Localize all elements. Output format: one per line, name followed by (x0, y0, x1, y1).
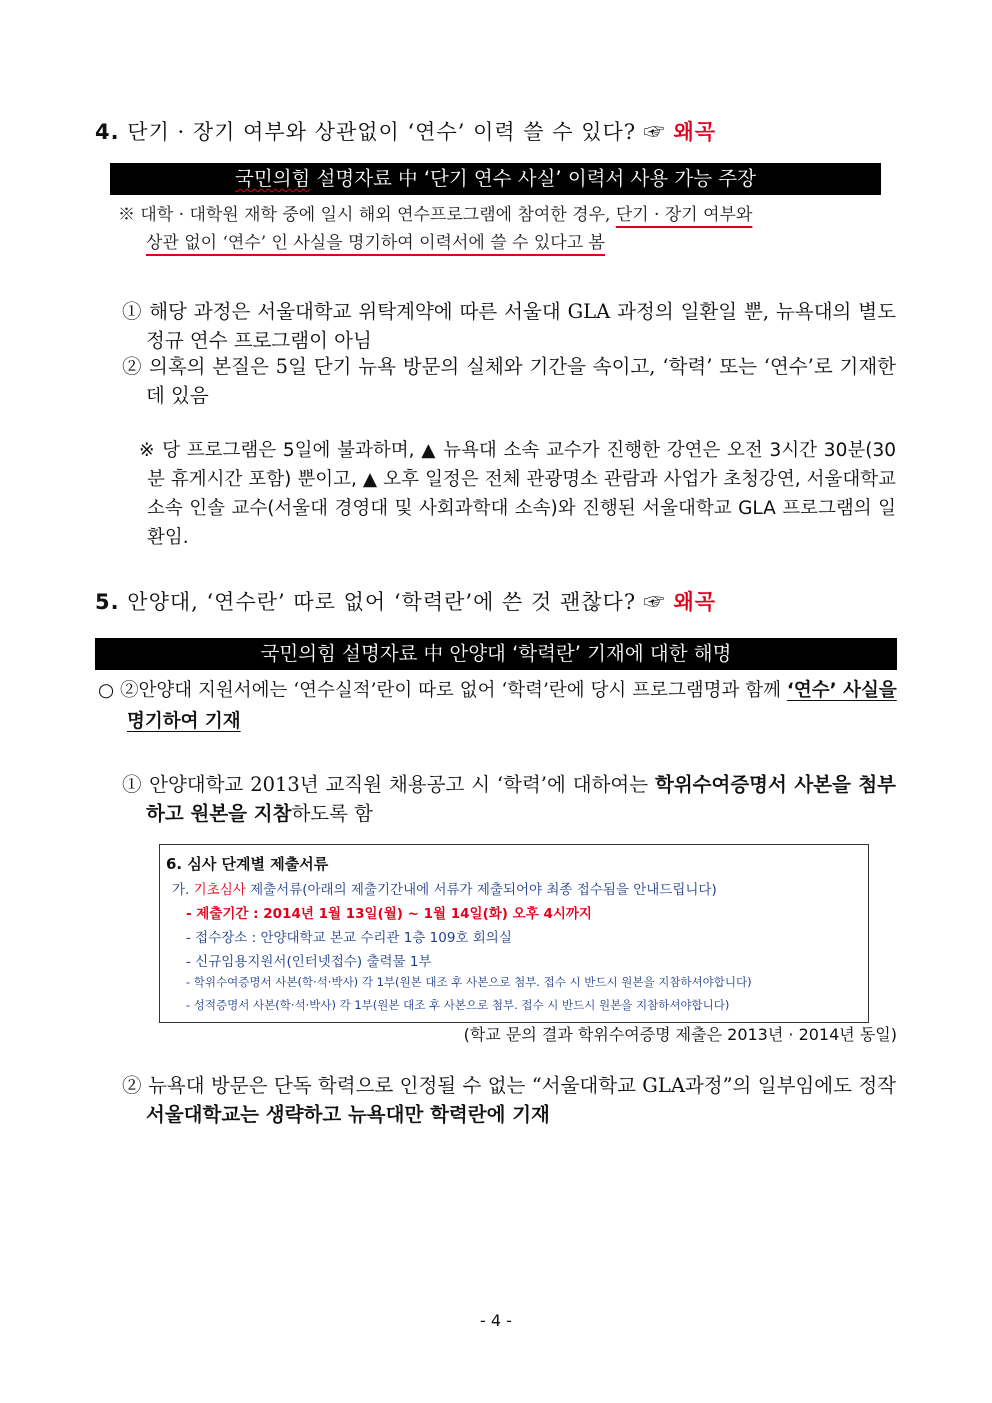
rebuttal-item-2 (122, 352, 896, 410)
item-5-1-text-c: 하도록 함 (291, 802, 373, 825)
notice-line-1-prefix: 가. (172, 882, 194, 898)
notice-line-6: - 성적증명서 사본(학·석·박사) 각 1부(원본 대조 후 사본으로 첨부. 접수 시 반드시 원본을 지참하셔야합니다) (186, 998, 730, 1012)
rebuttal-5-item-1 (122, 770, 896, 828)
item-5-2-number: ② (122, 1074, 142, 1097)
remark-text: 당 프로그램은 5일에 불과하며, ▲ 뉴욕대 소속 교수가 진행한 강연은 오전 3시간 30분(30분 휴게시간 포함) 뿐이고, ▲ 오후 일정은 전체 관광명소 관람과 사업가 초청강연, 서울대학교 소속 인솔 교수(서울대 경영대 및 사회과학대 소속)와 진행된 서울대학교 GLA 프로그램의 일환임. (147, 440, 896, 548)
item-1-text: 해당 과정은 서울대학교 위탁계약에 따른 서울대 GLA 과정의 일환일 뿐, 뉴욕대의 별도 정규 연수 프로그램이 아님 (146, 300, 896, 352)
section-5-title: 안양대, ‘연수란’ 따로 없어 ‘학력란’에 쓴 것 괜찮다? (127, 590, 637, 614)
section-4-banner (110, 163, 881, 195)
section-4-verdict: 왜곡 (673, 120, 717, 144)
section-5-verdict: 왜곡 (673, 590, 717, 614)
section-4-heading (95, 116, 716, 146)
rebuttal-item-1 (122, 297, 896, 355)
section-4-number: 4. (95, 120, 120, 144)
item-1-number: ① (122, 300, 143, 323)
party-name: 국민의힘 (235, 167, 311, 190)
claim-text-b: ‘연수’ 사실을 명기하여 기재 (127, 680, 897, 732)
remark-mark: ※ (139, 440, 156, 461)
pointing-hand-icon: ☞ (643, 120, 666, 144)
note-text-c: 상관 없이 ‘연수’ 인 사실을 명기하여 이력서에 쓸 수 있다고 봄 (146, 233, 605, 253)
note-mark: ※ (118, 205, 135, 225)
program-remark (139, 436, 896, 552)
notice-line-1-red: 기초심사 (193, 882, 246, 898)
notice-line-1 (172, 878, 717, 898)
item-5-1-text-a: 안양대학교 2013년 교직원 채용공고 시 ‘학력’에 대하여는 (149, 773, 655, 796)
item-2-number: ② (122, 355, 143, 378)
section-4-banner-text: 설명자료 中 ‘단기 연수 사실’ 이력서 사용 가능 주장 (310, 167, 756, 190)
item-2-text: 의혹의 본질은 5일 단기 뉴욕 방문의 실체와 기간을 속이고, ‘학력’ 또는 ‘연수’로 기재한 데 있음 (146, 355, 896, 407)
recruitment-notice-excerpt (159, 844, 869, 1023)
party-explanation (98, 675, 898, 737)
notice-line-4: - 신규임용지원서(인터넷접수) 출력물 1부 (186, 954, 432, 970)
note-text-b: 단기 · 장기 여부와 (615, 205, 753, 225)
section-4-title: 단기 · 장기 여부와 상관없이 ‘연수’ 이력 쓸 수 있다? (127, 120, 637, 144)
note-text-a: 대학 · 대학원 재학 중에 일시 해외 연수프로그램에 참여한 경우, (140, 205, 616, 225)
item-5-2-text-b: 서울대학교는 생략하고 뉴욕대만 학력란에 기재 (146, 1103, 550, 1126)
section-5-heading (95, 586, 716, 616)
notice-line-3: - 접수장소 : 안양대학교 본교 수리관 1층 109호 회의실 (186, 930, 512, 946)
section-5-banner: 국민의힘 설명자료 中 안양대 ‘학력란’ 기재에 대한 해명 (95, 638, 897, 670)
notice-line-5: - 학위수여증명서 사본(학·석·박사) 각 1부(원본 대조 후 사본으로 첨부. 접수 시 반드시 원본을 지참하셔야합니다) (186, 975, 752, 989)
page-number: - 4 - (480, 1311, 512, 1330)
item-5-1-text-b: 학위수여증명서 사본을 첨부하고 원본을 지참 (146, 773, 896, 825)
item-5-1-number: ① (122, 773, 143, 796)
notice-line-1-rest: 제출서류(아래의 제출기간내에 서류가 제출되어야 최종 접수됨을 안내드립니다) (245, 882, 717, 898)
notice-heading: 6. 심사 단계별 제출서류 (166, 855, 329, 873)
rebuttal-5-item-2 (122, 1071, 896, 1129)
party-claim-note (118, 201, 878, 257)
claim-text-a: ②안양대 지원서에는 ‘연수실적’란이 따로 없어 ‘학력’란에 당시 프로그램명과 함께 (120, 680, 787, 701)
notice-caption: (학교 문의 결과 학위수여증명 제출은 2013년 · 2014년 동일) (463, 1025, 897, 1044)
item-5-2-text-a: 뉴욕대 방문은 단독 학력으로 인정될 수 없는 “서울대학교 GLA과정”의 일부임에도 정작 (148, 1074, 897, 1097)
section-5-number: 5. (95, 590, 120, 614)
pointing-hand-icon: ☞ (643, 590, 666, 614)
notice-line-2: - 제출기간 : 2014년 1월 13일(월) ~ 1월 14일(화) 오후 4시까지 (186, 906, 592, 922)
circle-bullet-icon: ○ (98, 680, 115, 701)
